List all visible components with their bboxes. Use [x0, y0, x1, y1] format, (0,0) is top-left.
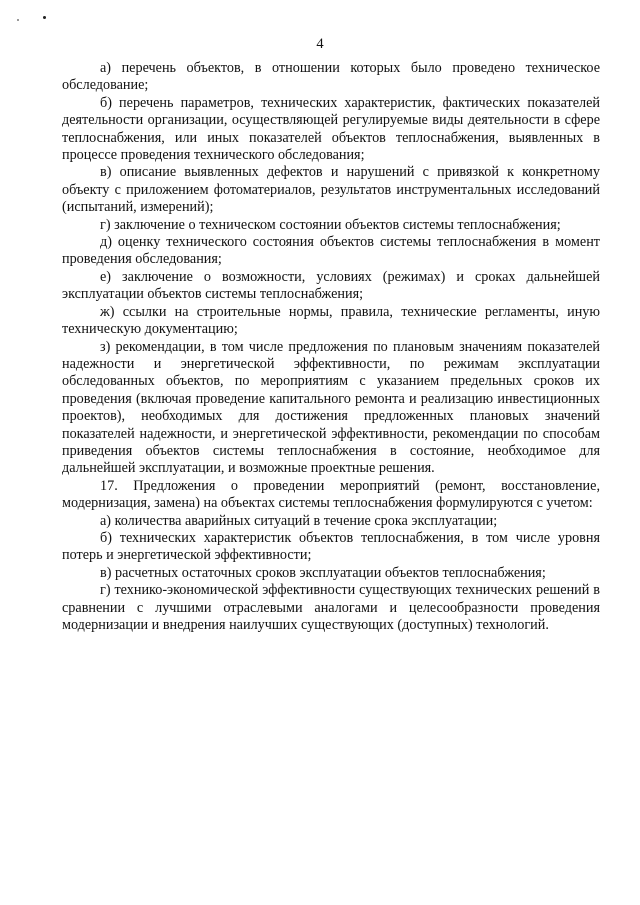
list-item-v-residual-life: в) расчетных остаточных сроков эксплуатации объектов теплоснабжения; [100, 564, 546, 581]
list-item-g-efficiency: г) технико-экономической эффективности существующих технических решений в сравнении с лучшими отраслевыми аналогами и целесообразности проведения модернизации и внедрения наилучших существующих (доступных) технологий. [62, 582, 600, 633]
list-item-e-operation: е) заключение о возможности, условиях (режимах) и сроках дальнейшей эксплуатации объектов системы теплоснабжения; [62, 268, 600, 303]
list-item-a-emergencies: а) количества аварийных ситуаций в течение срока эксплуатации; [100, 512, 498, 529]
document-body [62, 60, 600, 634]
page-number: 4 [316, 36, 324, 52]
scan-speck [43, 16, 46, 19]
list-item-v-defects: в) описание выявленных дефектов и нарушений с привязкой к конкретному объекту с приложением фотоматериалов, результатов инструментальных исследований (испытаний, измерений); [62, 164, 600, 216]
list-item-d-assessment: д) оценку технического состояния объектов системы теплоснабжения в момент проведения обследования; [62, 234, 600, 268]
scan-speck [17, 19, 19, 21]
section-17-intro: 17. Предложения о проведении мероприятий (ремонт, восстановление, модернизация, замена) на объектах системы теплоснабжения формулируются с учетом: [62, 477, 600, 512]
list-item-b-parameters: б) перечень параметров, технических характеристик, фактических показателей деятельности организации, осуществляющей регулируемые виды деятельности в сфере теплоснабжения, или иных показателей объектов теплоснабжения, выявленных в процессе проведения технического обследования; [62, 94, 600, 164]
list-item-b-characteristics: б) технических характеристик объектов теплоснабжения, в том числе уровня потерь и энергетической эффективности; [62, 529, 600, 564]
list-item-a-objects: а) перечень объектов, в отношении которых было проведено техническое обследование; [62, 60, 600, 94]
list-item-z-recommendations: з) рекомендации, в том числе предложения по плановым значениям показателей надежности и энергетической эффективности, по режимам эксплуатации обследованных объектов, по мероприятиям с указанием предельных сроков их проведения (включая проведение капитального ремонта и реализацию инвестиционных проектов), необходимых для достижения предложенных плановых значений показателей надежности, и энергетической эффективности, рекомендации по способам приведения объектов системы теплоснабжения в состояние, необходимое для дальнейшей эксплуатации, и возможные проектные решения. [62, 338, 600, 477]
list-item-g-conclusion: г) заключение о техническом состоянии объектов системы теплоснабжения; [100, 216, 561, 233]
list-item-zh-references: ж) ссылки на строительные нормы, правила, технические регламенты, иную техническую документацию; [62, 303, 600, 338]
